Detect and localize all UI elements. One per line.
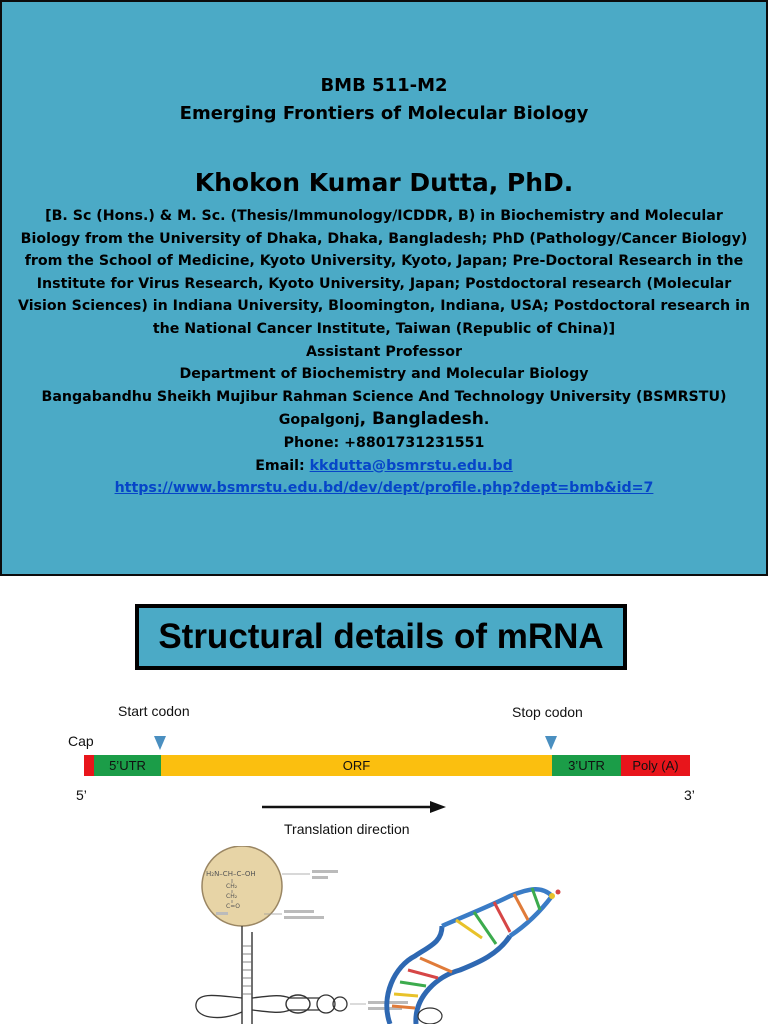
profile-url-link[interactable]: https://www.bsmrstu.edu.bd/dev/dept/profile.php?dept=bmb&id=7 bbox=[114, 480, 654, 497]
city-text: Gopalgonj bbox=[278, 412, 360, 429]
position-text: Assistant Professor bbox=[306, 343, 462, 360]
course-title: Emerging Frontiers of Molecular Biology bbox=[179, 103, 589, 124]
utr5-segment bbox=[94, 755, 161, 776]
start-codon-label: Start codon bbox=[118, 703, 190, 719]
country-text: , Bangladesh bbox=[359, 409, 484, 430]
department-text: Department of Biochemistry and Molecular Biology bbox=[179, 366, 589, 383]
location-text bbox=[14, 408, 754, 432]
svg-text:CH₂: CH₂ bbox=[226, 893, 238, 900]
polya-segment bbox=[621, 755, 690, 776]
orf-segment bbox=[161, 755, 552, 776]
profile-url-line bbox=[14, 477, 754, 500]
utr5-label: 5’UTR bbox=[109, 758, 146, 773]
start-codon-marker bbox=[154, 736, 166, 750]
three-prime-label: 3’ bbox=[684, 787, 695, 803]
utr3-label: 3’UTR bbox=[568, 758, 605, 773]
university-text: Bangabandhu Sheikh Mujibur Rahman Science And Technology University (BSMRSTU) bbox=[41, 388, 727, 405]
mrna-diagram bbox=[0, 694, 768, 844]
trna-illustration bbox=[180, 846, 570, 1024]
cap-label: Cap bbox=[68, 733, 94, 749]
translation-arrow bbox=[260, 800, 450, 814]
qualifications-text: [B. Sc (Hons.) & M. Sc. (Thesis/Immunology/ICDDR, B) in Biochemistry and Molecular Biology from the University of Dhaka, Dhaka, Bangladesh; PhD (Pathology/Cancer Biology) from the School of Medicine, Kyoto University, Kyoto, Japan; Pre-Doctoral Research in the Institute for Virus Research, Kyoto University, Japan; Postdoctoral research (Molecular Vision Sciences) in Indiana University, Bloomington, Indiana, USA; Postdoctoral research in the National Cancer Institute, Taiwan (Republic of China)] bbox=[17, 208, 751, 337]
slide-title: Structural details of mRNA bbox=[158, 617, 604, 656]
polya-label: Poly (A) bbox=[632, 758, 679, 773]
email-line bbox=[14, 455, 754, 478]
trna-stem bbox=[242, 926, 252, 1024]
svg-text:C=O: C=O bbox=[226, 903, 240, 910]
orf-label: ORF bbox=[342, 758, 371, 773]
email-label: Email: bbox=[255, 457, 310, 474]
presenter-bio bbox=[14, 205, 754, 500]
course-heading bbox=[2, 72, 766, 128]
cap-segment bbox=[84, 755, 94, 776]
five-prime-label: 5’ bbox=[76, 787, 87, 803]
slide-title-box bbox=[135, 604, 627, 670]
stop-codon-label: Stop codon bbox=[512, 704, 583, 720]
stop-codon-marker bbox=[545, 736, 557, 750]
trna-loops bbox=[196, 995, 347, 1018]
country-suffix: . bbox=[483, 412, 490, 429]
svg-text:H₂N–CH–C–OH: H₂N–CH–C–OH bbox=[206, 870, 256, 878]
phone-text: Phone: +8801731231551 bbox=[283, 434, 485, 451]
mrna-slide bbox=[0, 576, 768, 1024]
translation-direction-label: Translation direction bbox=[284, 821, 410, 837]
email-link[interactable]: kkdutta@bsmrstu.edu.bd bbox=[309, 457, 513, 474]
svg-text:CH₂: CH₂ bbox=[226, 883, 238, 890]
presenter-name: Khokon Kumar Dutta, PhD. bbox=[194, 168, 574, 197]
course-code: BMB 511-M2 bbox=[320, 75, 448, 96]
utr3-segment bbox=[552, 755, 621, 776]
dna-helix-3d bbox=[387, 888, 561, 1024]
